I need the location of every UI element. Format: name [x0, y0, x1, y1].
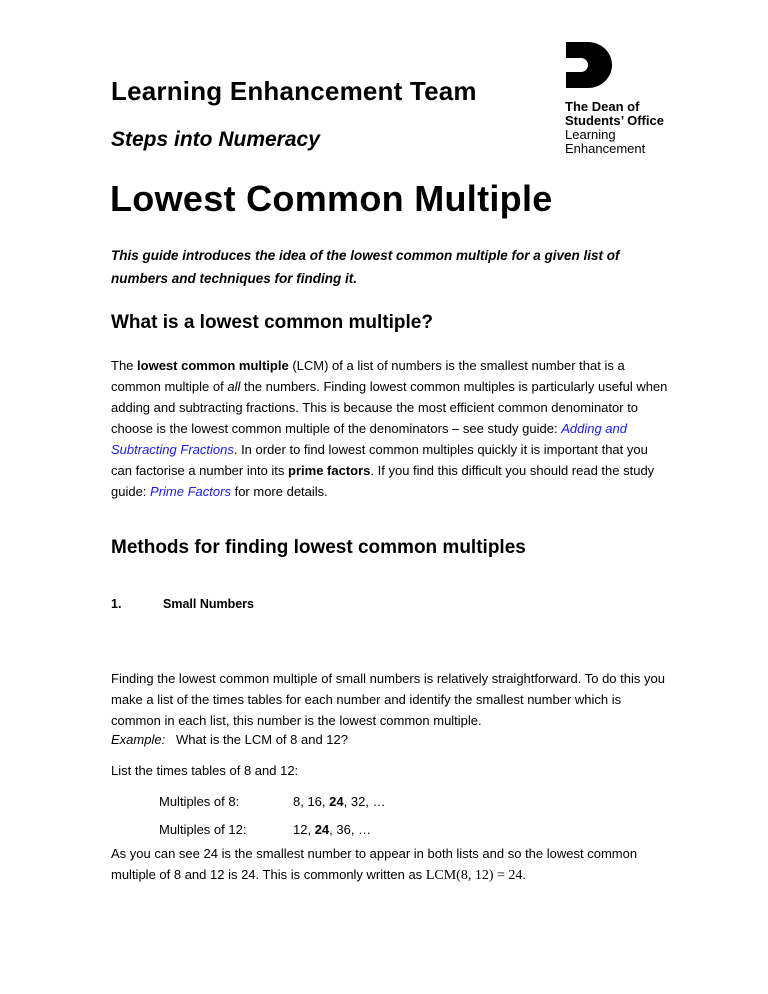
common-multiple-highlight: 24 [329, 794, 344, 809]
common-multiple-highlight: 24 [314, 822, 330, 837]
logo-line-4: Enhancement [565, 141, 646, 156]
example-question: What is the LCM of 8 and 12? [176, 732, 348, 747]
link-adding-subtracting-fractions[interactable]: Adding and Subtracting Fractions [111, 421, 627, 457]
prime-factors-term: prime factors [288, 463, 371, 478]
team-title: Learning Enhancement Team [111, 76, 477, 106]
logo-line-1: The Dean of [565, 99, 640, 114]
lcm-term: lowest common multiple [137, 358, 289, 373]
page-title: Lowest Common Multiple [110, 178, 553, 219]
multiples-row-8: Multiples of 8: 8, 16, 24, 32, … [159, 794, 386, 809]
subsection-title: Small Numbers [163, 597, 255, 611]
d-logo-icon [566, 42, 618, 88]
example-line: Example: What is the LCM of 8 and 12? [111, 732, 348, 747]
subsection-small-numbers [111, 597, 254, 611]
dean-of-students-logo [565, 42, 675, 156]
list-intro: List the times tables of 8 and 12: [111, 763, 299, 778]
logo-line-3: Learning [565, 127, 616, 142]
section-heading-what-is-lcm: What is a lowest common multiple? [111, 312, 433, 333]
lcm-formula: LCM(8, 12) = 24 [425, 868, 523, 883]
multiples-label-12: Multiples of 12: [159, 822, 247, 837]
example-label: Example [111, 732, 162, 747]
all-emphasis: all [227, 379, 241, 394]
logo-line-2: Students’ Office [565, 113, 664, 128]
section-heading-methods: Methods for finding lowest common multiples [111, 537, 526, 558]
series-title: Steps into Numeracy [111, 128, 320, 151]
multiples-label-8: Multiples of 8: [159, 794, 240, 809]
intro-text: This guide introduces the idea of the lowest common multiple for a given list of numbers and techniques for finding it. [111, 248, 620, 286]
link-prime-factors[interactable]: Prime Factors [150, 484, 231, 499]
definition-paragraph: The lowest common multiple (LCM) of a list of numbers is the smallest number that is a common multiple of all the numbers. Finding lowest common multiples is particularly useful when adding and subtracting fractions. This is because the most efficient common denominator to choose is the lowest common multiple of the denominators – see study guide: Adding and Subtracting Fractions. In order to find lowest common multiples quickly it is important that you can factorise a number into its prime factors. If you find this difficult you should read the study guide: Prime Factors for more details. [111, 358, 668, 499]
conclusion-paragraph: As you can see 24 is the smallest number to appear in both lists and so the lowest common multiple of 8 and 12 is 24. This is commonly written as LCM(8, 12) = 24. [111, 846, 638, 883]
small-numbers-paragraph: Finding the lowest common multiple of small numbers is relatively straightforward. To do this you make a list of the times tables for each number and identify the smallest number which is common in each list, this number is the lowest common multiple. [111, 671, 665, 728]
subsection-number: 1. [111, 597, 122, 611]
multiples-row-12: Multiples of 12: 12, 24, 36, … [159, 822, 372, 837]
